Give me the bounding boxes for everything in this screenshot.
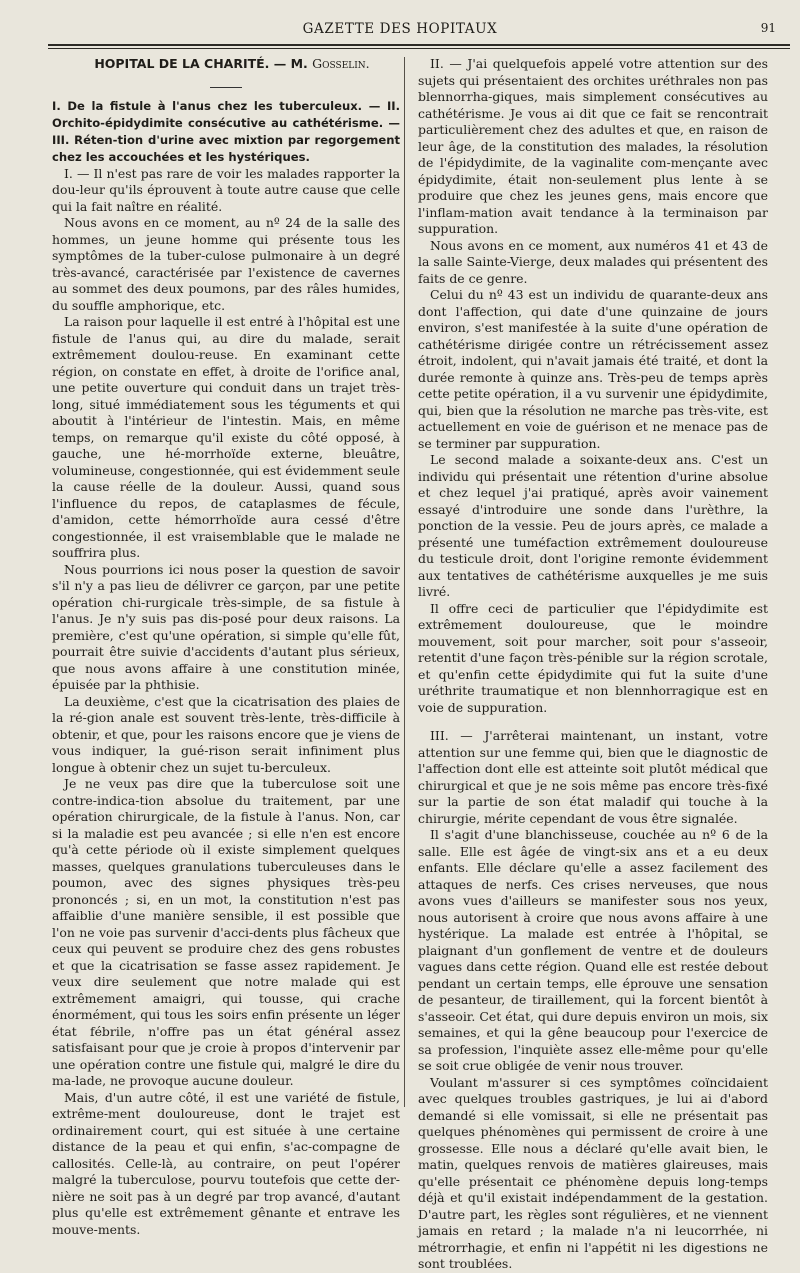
paragraph: III. — J'arrêterai maintenant, un instant, votre attention sur une femme qui, bien que le diagnostic de l'affection dont elle est atteinte soit plutôt médical que chirurgical et que je ne sois même pas encore très-fixé sur la partie de son état maladif qui touche à la chirurgie, mérite cependant de vous être signalée.: [418, 728, 768, 826]
hospital-name: HOPITAL DE LA CHARITÉ. — M.: [94, 56, 308, 71]
paragraph: Le second malade a soixante-deux ans. C'est un individu qui présentait une rétention d'urine absolue et chez lequel j'ai pratiqué, après avoir vainement essayé d'introduire une sonde dans l'urèthre, la ponction de la vessie. Peu de jours après, ce malade a présenté une tuméfaction extrêmement douloureuse du testicule droit, dont l'origine remonte évidemment aux tentatives de cathétérisme auxquelles je me suis livré.: [418, 452, 768, 599]
paragraph: I. — Il n'est pas rare de voir les malades rapporter la dou-leur qu'ils éprouvent à toute autre cause que celle qui la fait naître en réalité.: [52, 165, 400, 214]
column-divider: [404, 57, 405, 1107]
article-heading: [52, 56, 400, 73]
author-name: Gosselin.: [312, 56, 370, 71]
paragraph: Mais, d'un autre côté, il est une variété de fistule, extrême-ment douloureuse, dont le trajet est ordinairement court, qui est située à une certaine distance de la peau et qui enfin, s'ac-compagne de callosités. Celle-là, au contraire, on peut l'opérer malgré la tuberculose, pourvu toutefois que cette der-nière ne soit pas à un degré par trop avancé, d'autant plus qu'elle est extrêmement gênante et entrave les mouve-ments.: [52, 1089, 400, 1237]
running-title: GAZETTE DES HOPITAUX: [302, 21, 498, 37]
heading-rule: [210, 87, 242, 88]
page-number: 91: [760, 21, 776, 35]
left-column: [52, 56, 400, 1237]
article-summary: I. De la fistule à l'anus chez les tuberculeux. — II. Orchito-épidydimite consécutive au cathétérisme. — III. Réten-tion d'urine avec mixtion par regorgement chez les accouchées et les hystériques.: [52, 98, 400, 164]
paragraph: La raison pour laquelle il est entré à l'hôpital est une fistule de l'anus qui, au dire du malade, serait extrêmement doulou-reuse. En examinant cette région, on constate en effet, à droite de l'orifice anal, une petite ouverture qui conduit dans un trajet très-long, situé immédiatement sous les téguments et qui aboutit à l'intérieur de l'intestin. Mais, en même temps, on remarque qu'il existe du côté opposé, à gauche, une hé-morrhoïde externe, bleuâtre, volumineuse, congestionnée, qui est évidemment seule la cause réelle de la douleur. Aussi, quand sous l'influence du repos, de cataplasmes de fécule, d'amidon, cette hémorrhoïde aura cessé d'être congestionnée, il est vraisemblable que le malade ne souffrira plus.: [52, 314, 400, 560]
paragraph: Nous pourrions ici nous poser la question de savoir s'il n'y a pas lieu de délivrer ce garçon, par une petite opération chi-rurgicale très-simple, de sa fistule à l'anus. Je n'y suis pas dis-posé pour deux raisons. La première, c'est qu'une opération, si simple qu'elle fût, pourrait être suivie d'accidents d'autant plus sérieux, que nous avons affaire à une constitution minée, épuisée par la phthisie.: [52, 561, 400, 692]
paragraph: Il s'agit d'une blanchisseuse, couchée au nº 6 de la salle. Elle est âgée de vingt-six ans et a eu deux enfants. Elle déclare qu'elle a assez facilement des attaques de nerfs. Ces crises nerveuses, que nous avons vues d'ailleurs se manifester sous nos yeux, nous autorisent à croire que nous avons affaire à une hystérique. La malade est entrée à l'hôpital, se plaignant d'un gonflement de ventre et de douleurs vagues dans cette région. Quand elle est restée debout pendant un certain temps, elle éprouve une sensation de pesanteur, de tiraillement, qui la forcent bientôt à s'asseoir. Cet état, qui dure depuis environ un mois, six semaines, et qui la gêne beaucoup pour l'exercice de sa profession, l'inquiète assez elle-même pour qu'elle se soit crue obligée de venir nous trouver.: [418, 827, 768, 1073]
paragraph: La deuxième, c'est que la cicatrisation des plaies de la ré-gion anale est souvent très-lente, très-difficile à obtenir, et que, pour les raisons encore que je viens de vous indiquer, la gué-rison serait infiniment plus longue à obtenir chez un sujet tu-berculeux.: [52, 693, 400, 775]
paragraph: Il offre ceci de particulier que l'épidydimite est extrêmement douloureuse, que le moindre mouvement, soit pour marcher, soit pour s'asseoir, retentit d'une façon très-pénible sur la région scrotale, et qu'enfin cette épidydimite qui fut la suite d'une uréthrite traumatique et non blennhorragique est en voie de suppuration.: [418, 600, 768, 715]
paragraph: Nous avons en ce moment, au nº 24 de la salle des hommes, un jeune homme qui présente tous les symptômes de la tuber-culose pulmonaire à un degré très-avancé, caractérisée par l'existence de cavernes au sommet des deux poumons, par des râles humides, du souffle amphorique, etc.: [52, 215, 400, 313]
paragraph: Celui du nº 43 est un individu de quarante-deux ans dont l'affection, qui date d'une quinzaine de jours environ, s'est manifestée à la suite d'une opération de cathétérisme dirigée contre un rétrécissement assez étroit, indolent, qui n'avait jamais été traité, et dont la durée remonte à quinze ans. Très-peu de temps après cette petite opération, il a vu survenir une épidydimite, qui, bien que la résolution ne marche pas très-vite, est actuellement en voie de guérison et ne menace pas de se terminer par suppuration.: [418, 287, 768, 451]
paragraph: Voulant m'assurer si ces symptômes coïncidaient avec quelques troubles gastriques, je lui ai d'abord demandé si elle vomissait, si elle ne présentait pas quelques phénomènes qui permissent de croire à une grossesse. Elle nous a déclaré qu'elle avait bien, le matin, quelques renvois de matières glaireuses, mais qu'elle présentait ce phénomène depuis long-temps déjà et qu'il existait indépendamment de la gestation. D'autre part, les règles sont régulières, et ne viennent jamais en retard ; la malade n'a ni leucorrhée, ni métrorrhagie, et enfin ni l'appétit ni les digestions ne sont troublées.: [418, 1074, 768, 1271]
header-rule: [48, 44, 790, 46]
header-rule-thin: [48, 48, 790, 49]
right-column: [418, 56, 768, 1271]
paragraph: II. — J'ai quelquefois appelé votre attention sur des sujets qui présentaient des orchites uréthrales non pas blennorrha-giques, mais simplement consécutives au cathétérisme. Je vous ai dit que ce fait se rencontrait particulièrement chez des adultes et que, en raison de leur âge, de la constitution des malades, la résolution de l'épidydimite, de la vaginalite com-mençante avec épidydimite, était non-seulement plus lente à se produire que chez les jeunes gens, mais encore que l'inflam-mation avait tendance à la terminaison par suppuration.: [418, 56, 768, 236]
paragraph: Nous avons en ce moment, aux numéros 41 et 43 de la salle Sainte-Vierge, deux malades qui présentent des faits de ce genre.: [418, 237, 768, 286]
paragraph: Je ne veux pas dire que la tuberculose soit une contre-indica-tion absolue du traitement, par une opération chirurgicale, de la fistule à l'anus. Non, car si la maladie est peu avancée ; si elle n'en est encore qu'à cette période où il existe simplement quelques masses, quelques granulations tuberculeuses dans le poumon, avec des signes physiques très-peu prononcés ; si, en un mot, la constitution n'est pas affaiblie d'une manière sensible, il est possible que l'on ne voie pas survenir d'acci-dents plus fâcheux que ceux qui peuvent se produire chez des gens robustes et que la cicatrisation se fasse assez rapidement. Je veux dire seulement que notre malade qui est extrêmement amaigri, qui tousse, qui crache énormément, qui tous les soirs enfin présente un léger état fébrile, n'offre pas un état général assez satisfaisant pour que je croie à propos d'intervenir par une opération contre une fistule qui, malgré le dire du ma-lade, ne provoque aucune douleur.: [52, 776, 400, 1088]
section-gap: [418, 716, 768, 728]
